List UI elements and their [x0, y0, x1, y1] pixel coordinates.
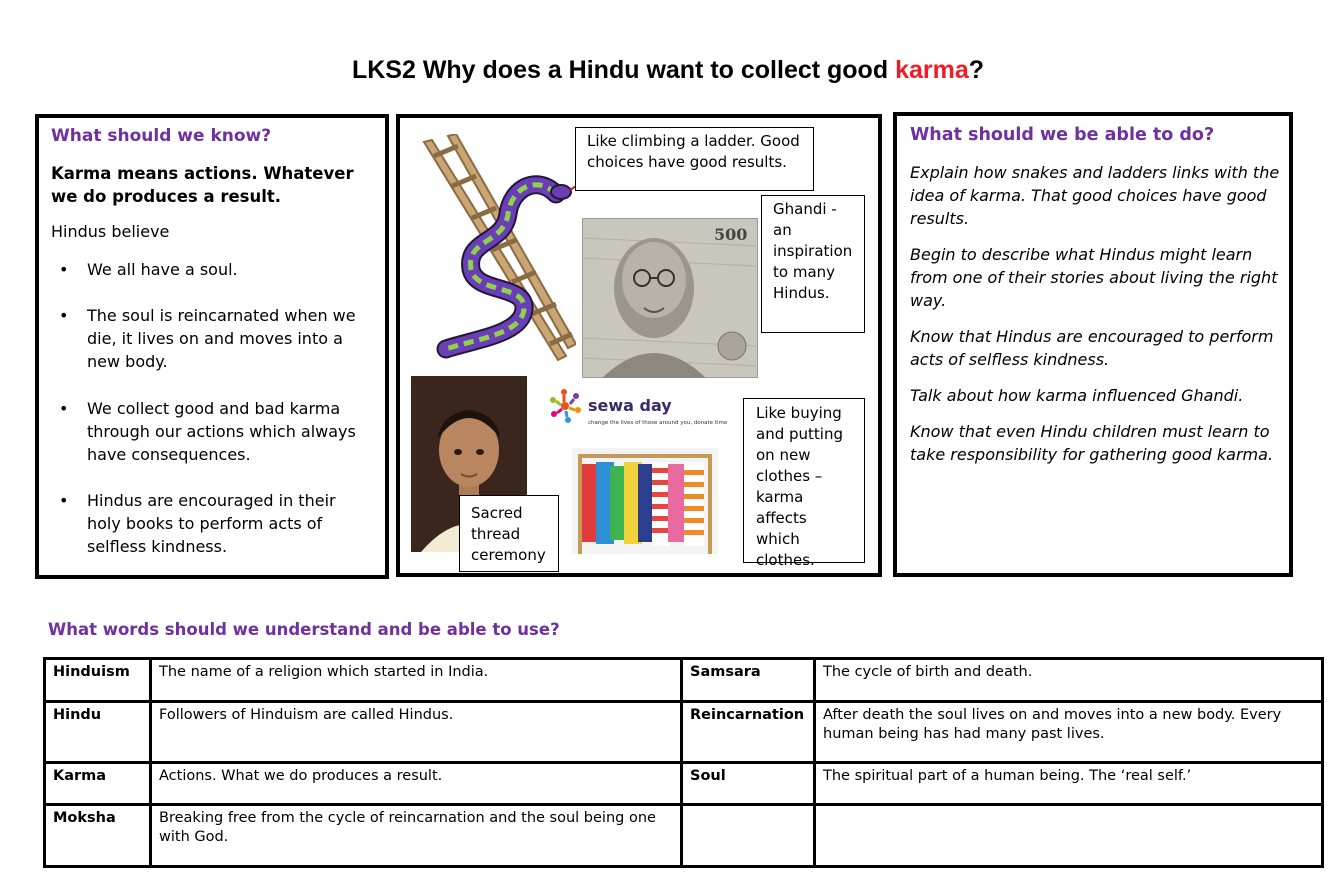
know-lead: Karma means actions. Whatever we do produces a result. [51, 164, 354, 206]
title-highlight: karma [895, 56, 969, 84]
definition: Breaking free from the cycle of reincarnation and the soul being one with God. [151, 805, 682, 867]
pictures-panel [396, 114, 882, 577]
clothes-rack-image [572, 448, 718, 554]
ghandi-banknote-image [582, 218, 758, 378]
know-panel [35, 114, 389, 579]
definition: After death the soul lives on and moves into a new body. Every human being has had many past lives. [815, 702, 1323, 763]
term: Hinduism [45, 659, 151, 702]
callout-ladder: Like climbing a ladder. Good choices have good results. [575, 127, 814, 191]
term: Samsara [682, 659, 815, 702]
do-item: Know that even Hindu children must learn to take responsibility for gathering good karma. [910, 422, 1274, 464]
words-heading: What words should we understand and be able to use? [48, 620, 560, 639]
definition [815, 805, 1323, 867]
callout-ghandi: Ghandi - an inspiration to many Hindus. [761, 195, 865, 333]
term: Soul [682, 763, 815, 805]
callout-clothes: Like buying and putting on new clothes – karma affects which clothes. [743, 398, 865, 563]
page-title: LKS2 Why does a Hindu want to collect good karma? [351, 56, 985, 84]
know-bullet: • We collect good and bad karma through our actions which always have consequences. [59, 399, 356, 464]
snake-ladder-illustration [416, 134, 576, 364]
definition: The cycle of birth and death. [815, 659, 1323, 702]
do-heading: What should we be able to do? [910, 125, 1215, 145]
term [682, 805, 815, 867]
table-row [45, 805, 1323, 867]
know-bullet: • The soul is reincarnated when we die, it lives on and moves into a new body. [59, 306, 356, 371]
know-believe: Hindus believe [51, 222, 170, 241]
banknote-value: 500 [714, 225, 748, 244]
sewa-day-logo [548, 386, 738, 432]
sewa-logo-text: sewa day [588, 396, 672, 415]
term: Reincarnation [682, 702, 815, 763]
vocabulary-table [43, 657, 1324, 868]
term: Moksha [45, 805, 151, 867]
definition: Actions. What we do produces a result. [151, 763, 682, 805]
definition: The name of a religion which started in India. [151, 659, 682, 702]
know-heading: What should we know? [51, 126, 272, 146]
do-item: Explain how snakes and ladders links with the idea of karma. That good choices have good results. [910, 163, 1280, 228]
sewa-tagline: change the lives of those around you, donate time [588, 420, 728, 426]
table-row [45, 763, 1323, 805]
do-item: Know that Hindus are encouraged to perform acts of selfless kindness. [910, 327, 1274, 369]
table-row [45, 659, 1323, 702]
definition: Followers of Hinduism are called Hindus. [151, 702, 682, 763]
table-row [45, 702, 1323, 763]
do-item: Talk about how karma influenced Ghandi. [910, 386, 1244, 405]
know-bullet: • We all have a soul. [59, 260, 238, 279]
do-item: Begin to describe what Hindus might learn from one of their stories about living the right way. [910, 245, 1278, 310]
definition: The spiritual part of a human being. The ‘real self.’ [815, 763, 1323, 805]
know-bullet: • Hindus are encouraged in their holy books to perform acts of selfless kindness. [59, 491, 336, 556]
do-panel [893, 112, 1293, 577]
callout-thread: Sacred thread ceremony [459, 495, 559, 572]
term: Karma [45, 763, 151, 805]
term: Hindu [45, 702, 151, 763]
